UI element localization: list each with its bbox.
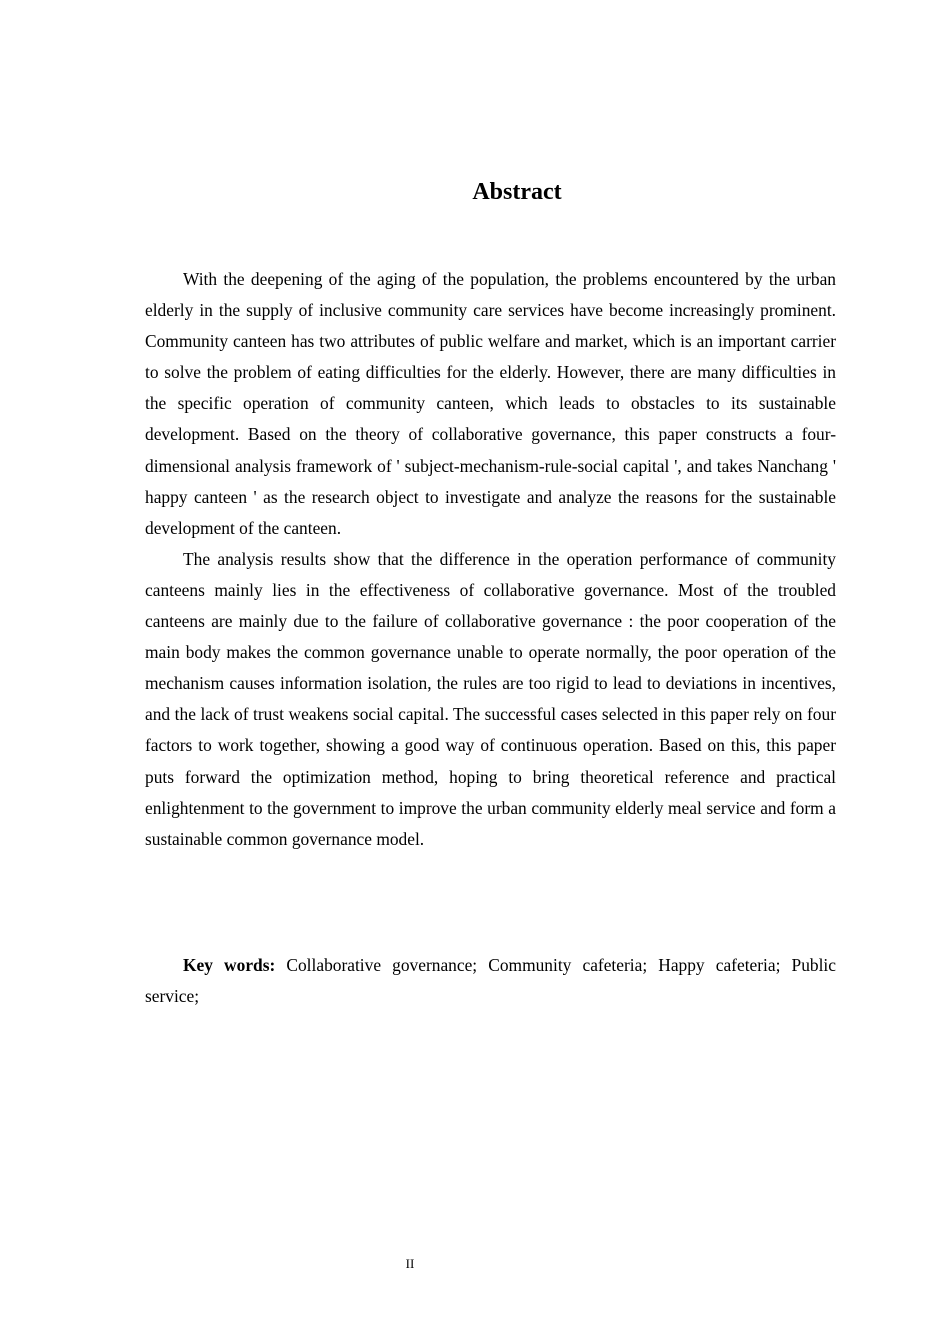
keywords-text: Collaborative governance; Community cafeteria; Happy cafeteria; Public service; [145, 955, 836, 1007]
abstract-title: Abstract [472, 179, 562, 205]
abstract-body [145, 264, 836, 855]
abstract-paragraph-2: The analysis results show that the difference in the operation performance of community canteens mainly lies in the effectiveness of collaborative governance. Most of the troubled canteens are mainly due to the failure of collaborative governance : the poor cooperation of the main body makes the common governance unable to operate normally, the poor operation of the mechanism causes information isolation, the rules are too rigid to lead to deviations in incentives, and the lack of trust weakens social capital. The successful cases selected in this paper rely on four factors to work together, showing a good way of continuous operation. Based on this, this paper puts forward the optimization method, hoping to bring theoretical reference and practical enlightenment to the government to improve the urban community elderly meal service and form a sustainable common governance model. [145, 548, 836, 849]
page-number: II [405, 1256, 415, 1271]
keywords-label: Key words: [183, 955, 276, 975]
abstract-paragraph-1: With the deepening of the aging of the population, the problems encountered by the urban elderly in the supply of inclusive community care services have become increasingly prominent. Community canteen has two attributes of public welfare and market, which is an important carrier to solve the problem of eating difficulties for the elderly. However, there are many difficulties in the specific operation of community canteen, which leads to obstacles to its sustainable development. Based on the theory of collaborative governance, this paper constructs a four-dimensional analysis framework of ' subject-mechanism-rule-social capital ', and takes Nanchang ' happy canteen ' as the research object to investigate and analyze the reasons for the sustainable development of the canteen. [145, 269, 836, 538]
keywords-line [145, 950, 836, 1012]
